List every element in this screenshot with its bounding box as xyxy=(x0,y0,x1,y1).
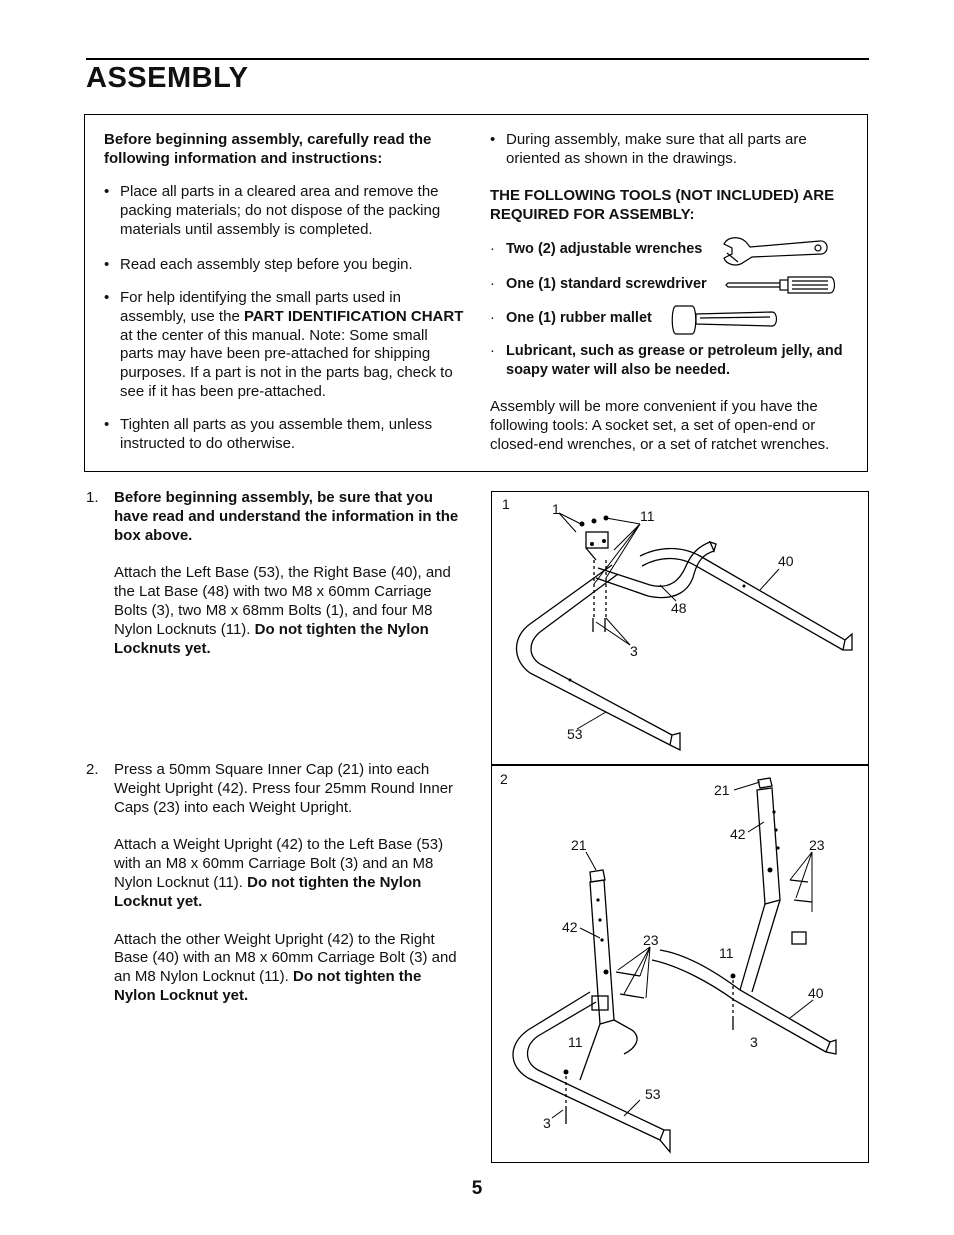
bullet-dot: • xyxy=(104,256,110,273)
figure-1-callout: 48 xyxy=(671,600,687,616)
tool-item: · One (1) rubber mallet xyxy=(490,310,652,326)
figure-1-callout: 3 xyxy=(630,643,638,659)
bullet-item: • For help identifying the small parts used in assembly, use the PART IDENTIFICATION CHART at the center of this manual. Note: Some small parts may have been pre-attached for shipping purposes. If a part is not in the parts bag, check to see if it has been pre-attached. xyxy=(104,289,464,400)
tool-item: · One (1) standard screwdriver xyxy=(490,276,707,292)
bullet-item: • During assembly, make sure that all parts are oriented as shown in the drawings. xyxy=(490,131,807,167)
figure-2-callout: 40 xyxy=(808,985,824,1001)
figure-2-callout: 3 xyxy=(543,1115,551,1131)
bullet-item: • Read each assembly step before you begin. xyxy=(104,256,413,273)
step-2-para2: Attach a Weight Upright (42) to the Left Base (53) with an M8 x 60mm Carriage Bolt (3) and an M8 Nylon Locknut (11). Do not tighten the Nylon Locknut yet. xyxy=(114,836,444,910)
figure-2-callout: 21 xyxy=(571,837,587,853)
figure-1-callout: 1 xyxy=(552,501,560,517)
figure-2-number: 2 xyxy=(500,771,508,787)
figure-2-callout: 23 xyxy=(809,837,825,853)
step-1-intro: Before beginning assembly, be sure that you have read and understand the information in the box above. xyxy=(114,489,459,544)
page-number: 5 xyxy=(471,1178,483,1199)
figure-1-callout: 53 xyxy=(567,726,583,742)
figure-1-number: 1 xyxy=(502,496,510,512)
tool-item: · Lubricant, such as grease or petroleum jelly, and soapy water will also be needed. xyxy=(490,343,843,378)
step-1-body: Attach the Left Base (53), the Right Base (40), and the Lat Base (48) with two M8 x 60mm Carriage Bolts (3), two M8 x 68mm Bolts (1), and four M8 Nylon Locknuts (11). Do not tighten the Nylon Locknuts yet. xyxy=(114,564,451,657)
bullet-item: • Tighten all parts as you assemble them, unless instructed to do otherwise. xyxy=(104,416,433,452)
part-identification-chart-ref: PART IDENTIFICATION CHART xyxy=(243,307,464,325)
bullet-dot: • xyxy=(104,183,110,200)
convenience-note: Assembly will be more convenient if you have the following tools: A socket set, a set of open-end or closed-end wrenches, or a set of ratchet wrenches. xyxy=(490,398,830,453)
bullet-item: • Place all parts in a cleared area and remove the packing materials; do not dispose of the packing materials until assembly is completed. xyxy=(104,183,441,238)
bullet-dot: • xyxy=(490,131,496,148)
bullet-dot: • xyxy=(104,416,110,433)
step-1-number: 1. xyxy=(86,489,99,506)
figure-1-callout: 40 xyxy=(778,553,794,569)
figure-2-callout: 42 xyxy=(730,826,746,842)
figure-2-callout: 3 xyxy=(750,1034,758,1050)
figure-2-callout: 11 xyxy=(719,945,734,961)
tools-heading: THE FOLLOWING TOOLS (NOT INCLUDED) ARE REQUIRED FOR ASSEMBLY: xyxy=(490,187,835,223)
figure-2-callout: 23 xyxy=(643,932,659,948)
figure-2-callout: 21 xyxy=(714,782,730,798)
bullet-dot: • xyxy=(104,289,110,306)
figure-2-callout: 53 xyxy=(645,1086,661,1102)
instructions-intro: Before beginning assembly, carefully read the following information and instructions: xyxy=(104,131,432,167)
step-2-para3: Attach the other Weight Upright (42) to the Right Base (40) with an M8 x 60mm Carriage Bolt (3) and an M8 Nylon Locknut (11). Do not tighten the Nylon Locknut yet. xyxy=(114,930,457,1004)
figure-2-callout: 11 xyxy=(568,1034,583,1050)
page-title: ASSEMBLY xyxy=(86,62,249,94)
step-2-number: 2. xyxy=(86,761,99,778)
step-2-intro: Press a 50mm Square Inner Cap (21) into each Weight Upright (42). Press four 25mm Round Inner Caps (23) into each Weight Upright. xyxy=(114,761,454,816)
tool-item: · Two (2) adjustable wrenches xyxy=(490,241,703,257)
figure-2-callout: 42 xyxy=(562,919,578,935)
figure-1-callout: 11 xyxy=(640,508,655,524)
